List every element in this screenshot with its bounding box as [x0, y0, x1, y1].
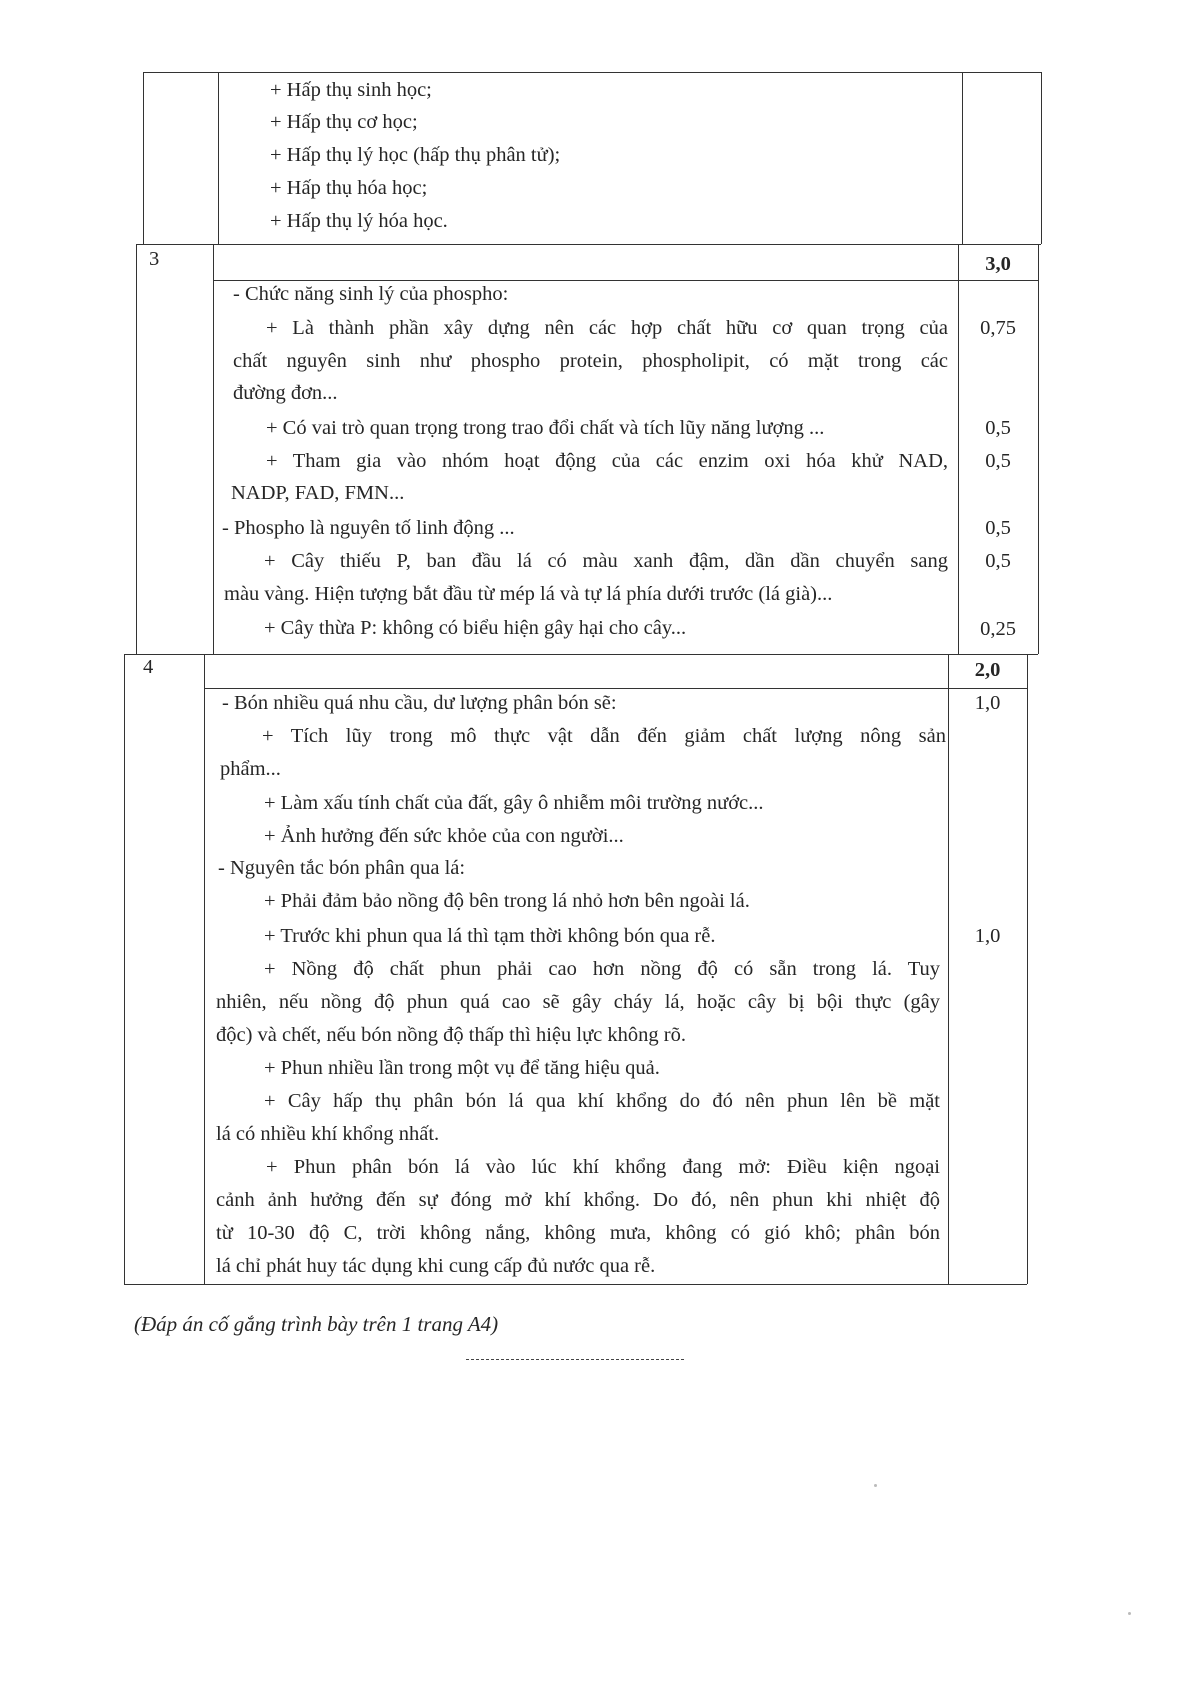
answer-line: + Cây thiếu P, ban đầu lá có màu xanh đậm, dần dần chuyển sang [264, 550, 948, 572]
score: 1,0 [974, 692, 1001, 714]
answer-line: màu vàng. Hiện tượng bắt đầu từ mép lá và tự lá phía dưới trước (lá già)... [224, 583, 833, 605]
end-of-document-dashes [466, 1359, 684, 1360]
score-column-divider [962, 72, 963, 244]
answer-line: - Phospho là nguyên tố linh động ... [222, 517, 515, 539]
row-divider [124, 654, 1038, 655]
answer-line: + Tích lũy trong mô thực vật dẫn đến giảm chất lượng nông sản [262, 725, 946, 747]
answer-line: + Tham gia vào nhóm hoạt động của các enzim oxi hóa khử NAD, [266, 450, 948, 472]
answer-line: - Chức năng sinh lý của phospho: [233, 283, 509, 305]
score: 0,5 [985, 550, 1011, 572]
answer-line: lá có nhiều khí khổng nhất. [216, 1123, 440, 1145]
table-left-border [143, 72, 144, 244]
answer-line: + Cây hấp thụ phân bón lá qua khí khổng do đó nên phun lên bề mặt [264, 1090, 940, 1112]
score: 0,25 [980, 618, 1016, 640]
table-right-border [1027, 654, 1028, 1284]
footer-note: (Đáp án cố gắng trình bày trên 1 trang A4) [134, 1312, 499, 1336]
question-number: 3 [149, 248, 160, 270]
answer-line: đường đơn... [233, 382, 338, 404]
answer-line: + Hấp thụ lý hóa học. [270, 210, 448, 232]
table-left-border [136, 244, 137, 654]
answer-line: độc) và chết, nếu bón nồng độ thấp thì hiệu lực không rõ. [216, 1024, 686, 1046]
answer-line: - Bón nhiều quá nhu cầu, dư lượng phân bón sẽ: [222, 692, 617, 714]
table-bottom-border [124, 1284, 1027, 1285]
score: 0,5 [985, 517, 1011, 539]
score: 0,5 [985, 450, 1011, 472]
answer-line: NADP, FAD, FMN... [231, 482, 405, 504]
answer-line: + Phun nhiều lần trong một vụ để tăng hiệu quả. [264, 1057, 660, 1079]
answer-line: - Nguyên tắc bón phân qua lá: [218, 857, 466, 879]
answer-line: + Hấp thụ hóa học; [270, 177, 428, 199]
column-divider [204, 654, 205, 1284]
table-top-border [143, 72, 1041, 73]
score-column-divider [948, 654, 949, 1284]
answer-line: + Là thành phần xây dựng nên các hợp chất hữu cơ quan trọng của [266, 317, 948, 339]
score: 0,75 [980, 317, 1016, 339]
answer-line: cảnh ảnh hưởng đến sự đóng mở khí khổng. Do đó, nên phun khi nhiệt độ [216, 1189, 940, 1211]
answer-line: + Cây thừa P: không có biểu hiện gây hại cho cây... [264, 617, 687, 639]
question-total-score: 2,0 [974, 659, 1001, 681]
answer-line: từ 10-30 độ C, trời không nắng, không mưa, không có gió khô; phân bón [216, 1222, 940, 1244]
scan-speck [874, 1484, 877, 1487]
score: 1,0 [974, 925, 1001, 947]
answer-line: + Trước khi phun qua lá thì tạm thời không bón qua rễ. [264, 925, 716, 947]
table-right-border [1038, 244, 1039, 654]
answer-line: nhiên, nếu nồng độ phun quá cao sẽ gây cháy lá, hoặc cây bị bội thực (gây [216, 991, 940, 1013]
answer-line: + Phun phân bón lá vào lúc khí khổng đang mở: Điều kiện ngoại [266, 1156, 940, 1178]
question-number: 4 [143, 656, 154, 678]
question-total-score: 3,0 [985, 253, 1011, 275]
answer-line: + Phải đảm bảo nồng độ bên trong lá nhỏ hơn bên ngoài lá. [264, 890, 750, 912]
answer-line: + Hấp thụ lý học (hấp thụ phân tử); [270, 144, 561, 166]
answer-line: + Hấp thụ sinh học; [270, 79, 432, 101]
answer-line: chất nguyên sinh như phospho protein, phospholipit, có mặt trong các [233, 350, 948, 372]
score: 0,5 [985, 417, 1011, 439]
answer-line: lá chỉ phát huy tác dụng khi cung cấp đủ nước qua rễ. [216, 1255, 656, 1277]
answer-line: + Có vai trò quan trọng trong trao đổi chất và tích lũy năng lượng ... [266, 417, 825, 439]
answer-line: + Ảnh hưởng đến sức khỏe của con người... [264, 825, 624, 847]
column-divider [218, 72, 219, 244]
table-left-border [124, 654, 125, 1284]
table-right-border [1041, 72, 1042, 244]
answer-line: + Hấp thụ cơ học; [270, 111, 418, 133]
answer-line: + Làm xấu tính chất của đất, gây ô nhiễm môi trường nước... [264, 792, 764, 814]
answer-line: + Nồng độ chất phun phải cao hơn nồng độ có sẵn trong lá. Tuy [264, 958, 940, 980]
column-divider [213, 244, 214, 654]
scan-speck [1128, 1612, 1131, 1615]
row-divider [136, 244, 1041, 245]
answer-line: phẩm... [220, 758, 281, 780]
